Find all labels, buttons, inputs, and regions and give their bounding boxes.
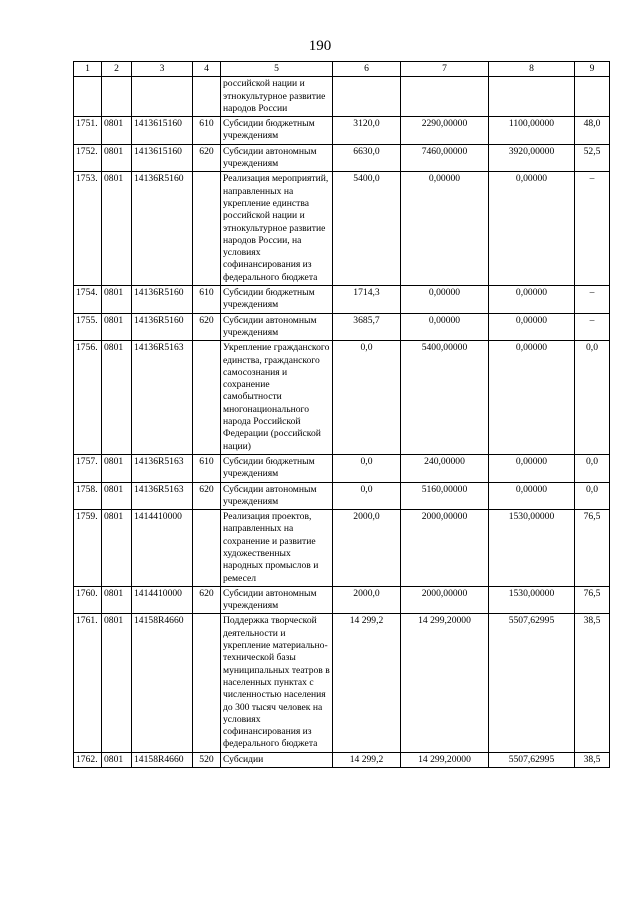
cell-value-7: 240,00000 (401, 454, 489, 482)
cell-value-6: 14 299,2 (333, 752, 401, 767)
cell-code: 14158R4660 (132, 614, 193, 752)
cell-section: 0801 (102, 614, 132, 752)
table-row (74, 117, 610, 145)
column-header: 1 (74, 62, 102, 77)
cell-value-8: 0,00000 (489, 313, 575, 341)
cell-value-6: 0,0 (333, 454, 401, 482)
cell-value-8: 1530,00000 (489, 586, 575, 614)
cell-value-7: 5400,00000 (401, 341, 489, 455)
continuation-row (74, 77, 610, 117)
cell-name: Субсидии автономным учреждениям (221, 313, 333, 341)
cell-section: 0801 (102, 144, 132, 172)
cell-value-6 (333, 77, 401, 117)
cell-value-9: – (575, 286, 610, 314)
cell-value-7: 0,00000 (401, 286, 489, 314)
cell-type: 610 (193, 117, 221, 145)
cell-section: 0801 (102, 117, 132, 145)
cell-section: 0801 (102, 341, 132, 455)
cell-name: российской нации и этнокультурное развитие народов России (221, 77, 333, 117)
cell-value-7: 0,00000 (401, 313, 489, 341)
cell-type (193, 614, 221, 752)
cell-value-7: 14 299,20000 (401, 614, 489, 752)
table-row (74, 510, 610, 587)
cell-name: Субсидии бюджетным учреждениям (221, 117, 333, 145)
column-header: 5 (221, 62, 333, 77)
cell-name: Субсидии бюджетным учреждениям (221, 454, 333, 482)
table-row (74, 144, 610, 172)
cell-name: Субсидии автономным учреждениям (221, 144, 333, 172)
cell-section: 0801 (102, 454, 132, 482)
cell-type: 520 (193, 752, 221, 767)
cell-value-8: 0,00000 (489, 482, 575, 510)
cell-number: 1751. (74, 117, 102, 145)
cell-code: 14136R5163 (132, 482, 193, 510)
cell-value-6: 2000,0 (333, 586, 401, 614)
cell-type (193, 77, 221, 117)
cell-value-9: 48,0 (575, 117, 610, 145)
cell-number: 1757. (74, 454, 102, 482)
cell-type: 620 (193, 144, 221, 172)
table-row (74, 341, 610, 455)
cell-number: 1760. (74, 586, 102, 614)
cell-number: 1753. (74, 172, 102, 286)
cell-value-6: 0,0 (333, 341, 401, 455)
cell-section: 0801 (102, 286, 132, 314)
cell-number: 1762. (74, 752, 102, 767)
column-header: 9 (575, 62, 610, 77)
column-header: 4 (193, 62, 221, 77)
cell-name: Укрепление гражданского единства, гражданского самосознания и сохранение самобытности многонационального народа Российской Федерации (российской нации) (221, 341, 333, 455)
cell-type: 620 (193, 482, 221, 510)
cell-name: Субсидии бюджетным учреждениям (221, 286, 333, 314)
cell-number: 1758. (74, 482, 102, 510)
cell-value-8: 5507,62995 (489, 614, 575, 752)
cell-value-9: – (575, 172, 610, 286)
cell-section: 0801 (102, 510, 132, 587)
cell-code: 14136R5163 (132, 341, 193, 455)
table-row (74, 482, 610, 510)
cell-name: Субсидии (221, 752, 333, 767)
cell-number: 1752. (74, 144, 102, 172)
cell-value-9 (575, 77, 610, 117)
cell-code: 14136R5160 (132, 286, 193, 314)
cell-type: 610 (193, 454, 221, 482)
cell-value-9: 38,5 (575, 614, 610, 752)
cell-value-6: 3120,0 (333, 117, 401, 145)
cell-name: Реализация проектов, направленных на сохранение и развитие художественных народных промыслов и ремесел (221, 510, 333, 587)
cell-code: 14136R5160 (132, 313, 193, 341)
cell-value-7: 5160,00000 (401, 482, 489, 510)
cell-value-6: 14 299,2 (333, 614, 401, 752)
cell-value-7 (401, 77, 489, 117)
column-header: 2 (102, 62, 132, 77)
column-header: 8 (489, 62, 575, 77)
cell-value-7: 2290,00000 (401, 117, 489, 145)
cell-type (193, 341, 221, 455)
table-row (74, 586, 610, 614)
table-row (74, 614, 610, 752)
column-header: 3 (132, 62, 193, 77)
budget-table (73, 61, 610, 768)
cell-code: 1413615160 (132, 144, 193, 172)
column-header: 6 (333, 62, 401, 77)
cell-value-8: 5507,62995 (489, 752, 575, 767)
cell-value-7: 7460,00000 (401, 144, 489, 172)
cell-value-8: 0,00000 (489, 341, 575, 455)
cell-name: Субсидии автономным учреждениям (221, 586, 333, 614)
cell-value-8 (489, 77, 575, 117)
cell-type (193, 510, 221, 587)
cell-value-7: 0,00000 (401, 172, 489, 286)
cell-value-9: – (575, 313, 610, 341)
cell-number (74, 77, 102, 117)
cell-name: Реализация мероприятий, направленных на укрепление единства российской нации и этнокультурное развитие народов России, на условиях софинансирования из федерального бюджета (221, 172, 333, 286)
cell-type (193, 172, 221, 286)
cell-value-9: 38,5 (575, 752, 610, 767)
cell-value-6: 0,0 (333, 482, 401, 510)
cell-value-9: 52,5 (575, 144, 610, 172)
cell-value-9: 76,5 (575, 510, 610, 587)
cell-value-9: 0,0 (575, 341, 610, 455)
table-row (74, 454, 610, 482)
table-row (74, 286, 610, 314)
cell-number: 1756. (74, 341, 102, 455)
cell-value-7: 14 299,20000 (401, 752, 489, 767)
cell-value-8: 0,00000 (489, 172, 575, 286)
cell-value-7: 2000,00000 (401, 510, 489, 587)
header-row (74, 62, 610, 77)
cell-number: 1759. (74, 510, 102, 587)
cell-section: 0801 (102, 752, 132, 767)
cell-code: 1414410000 (132, 586, 193, 614)
page-number: 190 (308, 38, 332, 54)
cell-number: 1761. (74, 614, 102, 752)
cell-value-6: 3685,7 (333, 313, 401, 341)
cell-value-8: 3920,00000 (489, 144, 575, 172)
cell-number: 1754. (74, 286, 102, 314)
cell-type: 610 (193, 286, 221, 314)
cell-type: 620 (193, 586, 221, 614)
cell-value-9: 0,0 (575, 482, 610, 510)
table-row (74, 313, 610, 341)
cell-value-6: 2000,0 (333, 510, 401, 587)
cell-value-6: 1714,3 (333, 286, 401, 314)
cell-code: 14136R5163 (132, 454, 193, 482)
cell-section: 0801 (102, 586, 132, 614)
column-header: 7 (401, 62, 489, 77)
cell-section: 0801 (102, 172, 132, 286)
cell-number: 1755. (74, 313, 102, 341)
cell-name: Поддержка творческой деятельности и укрепление материально-технической базы муниципальных театров в населенных пунктах с численностью населения до 300 тысяч человек на условиях софинансирования из федерального бюджета (221, 614, 333, 752)
cell-section: 0801 (102, 482, 132, 510)
cell-type: 620 (193, 313, 221, 341)
cell-value-6: 6630,0 (333, 144, 401, 172)
cell-value-8: 0,00000 (489, 454, 575, 482)
table-row (74, 172, 610, 286)
cell-code (132, 77, 193, 117)
cell-code: 14136R5160 (132, 172, 193, 286)
cell-section (102, 77, 132, 117)
cell-section: 0801 (102, 313, 132, 341)
cell-value-9: 76,5 (575, 586, 610, 614)
table-row (74, 752, 610, 767)
cell-value-9: 0,0 (575, 454, 610, 482)
cell-value-6: 5400,0 (333, 172, 401, 286)
cell-code: 1414410000 (132, 510, 193, 587)
cell-code: 1413615160 (132, 117, 193, 145)
cell-code: 14158R4660 (132, 752, 193, 767)
cell-value-7: 2000,00000 (401, 586, 489, 614)
cell-value-8: 1100,00000 (489, 117, 575, 145)
cell-name: Субсидии автономным учреждениям (221, 482, 333, 510)
cell-value-8: 0,00000 (489, 286, 575, 314)
cell-value-8: 1530,00000 (489, 510, 575, 587)
